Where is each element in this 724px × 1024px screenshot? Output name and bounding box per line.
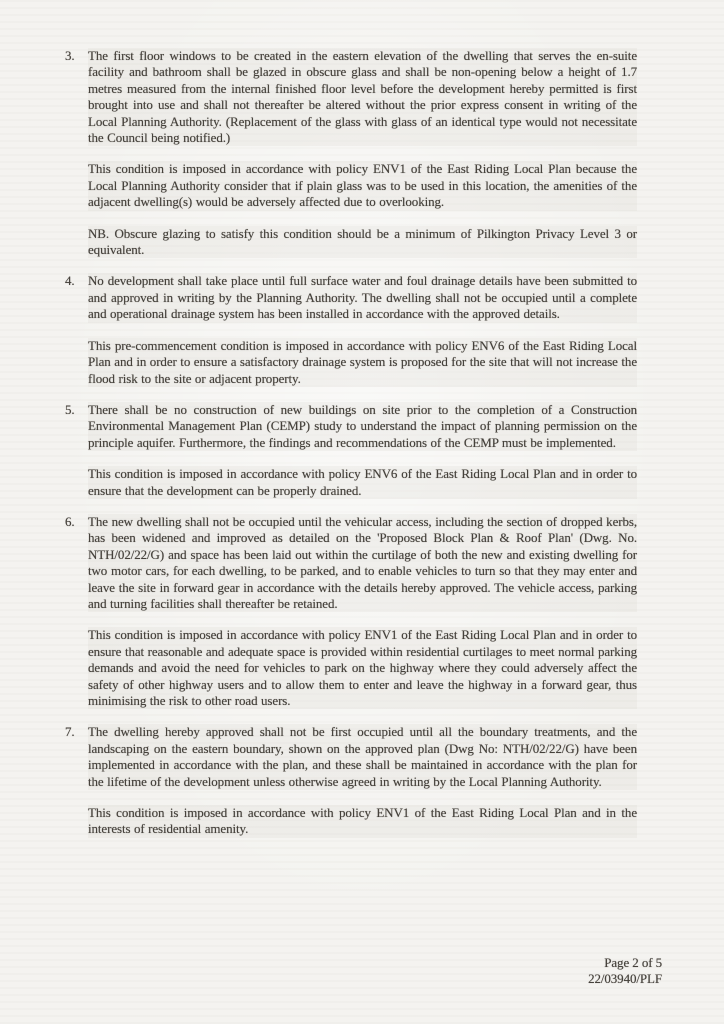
condition-paragraph: No development shall take place until full surface water and foul drainage details have been submitted to and approved in writing by the Planning Authority. The dwelling shall not be occupied until a complete and operational drainage system has been installed in accordance with the approved details. [88, 273, 637, 322]
condition-paragraph: The new dwelling shall not be occupied until the vehicular access, including the section of dropped kerbs, has been widened and improved as detailed on the 'Proposed Block Plan & Roof Plan' (Dwg. No. NTH/02/22/G) and space has been laid out within the curtilage of both the new and existing dwelling for two motor cars, for each dwelling, to be parked, and to enable vehicles to turn so that they may enter and leave the site in forward gear in accordance with the details hereby approved. The vehicle access, parking and turning facilities shall thereafter be retained. [88, 513, 637, 611]
reference-number: 22/03940/PLF [588, 971, 662, 986]
condition-number: 7. [65, 724, 75, 740]
page-footer [588, 955, 662, 987]
condition-item-6 [65, 514, 637, 724]
condition-body [88, 514, 637, 724]
condition-reason-paragraph: This pre-commencement condition is imposed in accordance with policy ENV6 of the East Riding Local Plan and in order to ensure a satisfactory drainage system is proposed for the site that will not increase the flood risk to the site or adjacent property. [88, 337, 637, 386]
condition-body [88, 273, 637, 401]
condition-body [88, 402, 637, 514]
condition-paragraph: There shall be no construction of new buildings on site prior to the completion of a Construction Environmental Management Plan (CEMP) study to understand the impact of planning permission on the principle aquifer. Furthermore, the findings and recommendations of the CEMP must be implemented. [88, 401, 637, 450]
condition-reason-paragraph: This condition is imposed in accordance with policy ENV6 of the East Riding Local Plan and in order to ensure that the development can be properly drained. [88, 466, 637, 498]
condition-item-3 [65, 48, 637, 273]
condition-reason-paragraph: This condition is imposed in accordance with policy ENV1 of the East Riding Local Plan and in the interests of residential amenity. [88, 805, 637, 837]
condition-paragraph: The dwelling hereby approved shall not be first occupied until all the boundary treatments, and the landscaping on the eastern boundary, shown on the approved plan (Dwg No: NTH/02/22/G) have been implemented in accordance with the plan, and these shall be maintained in accordance with the plan for the lifetime of the development unless otherwise agreed in writing by the Local Planning Authority. [88, 724, 637, 789]
condition-reason-paragraph: This condition is imposed in accordance with policy ENV1 of the East Riding Local Plan and in order to ensure that reasonable and adequate space is provided within residential curtilages to meet normal parking demands and avoid the need for vehicles to park on the highway where they could adversely affect the safety of other highway users and to allow them to enter and leave the highway in a forward gear, thus minimising the risk to other road users. [88, 627, 637, 708]
condition-reason-paragraph: This condition is imposed in accordance with policy ENV1 of the East Riding Local Plan because the Local Planning Authority consider that if plain glass was to be used in this location, the amenities of the adjacent dwelling(s) would be adversely affected due to overlooking. [88, 161, 637, 210]
condition-paragraph: The first floor windows to be created in the eastern elevation of the dwelling that serves the en-suite facility and bathroom shall be glazed in obscure glass and shall be non-opening below a height of 1.7 metres measured from the internal finished floor level before the development hereby permitted is first brought into use and shall not thereafter be altered without the prior express consent in writing of the Local Planning Authority. (Replacement of the glass with glass of an identical type would not necessitate the Council being notified.) [88, 48, 637, 146]
condition-note-paragraph: NB. Obscure glazing to satisfy this condition should be a minimum of Pilkington Privacy Level 3 or equivalent. [88, 225, 637, 258]
condition-number: 3. [65, 48, 75, 63]
condition-item-5 [65, 402, 637, 514]
page-number: Page 2 of 5 [604, 955, 662, 970]
condition-body [88, 48, 637, 273]
condition-item-4 [65, 273, 637, 401]
condition-number: 4. [65, 273, 75, 289]
condition-number: 5. [65, 401, 75, 417]
condition-body [88, 724, 637, 852]
condition-item-7 [65, 724, 637, 852]
condition-number: 6. [65, 513, 75, 529]
document-page [65, 48, 637, 853]
